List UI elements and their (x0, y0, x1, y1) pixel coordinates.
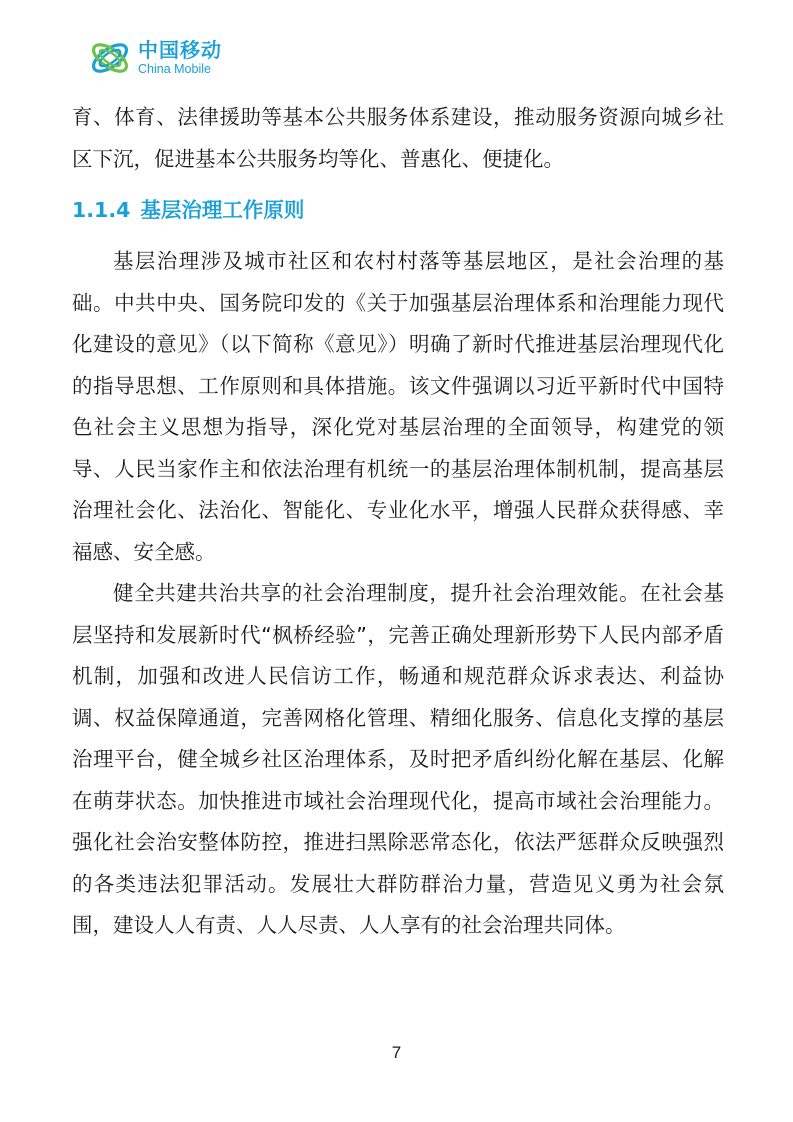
continued-paragraph: 育、体育、法律援助等基本公共服务体系建设，推动服务资源向城乡社区下沉，促进基本公共服务均等化、普惠化、便捷化。 (72, 105, 724, 171)
page-number: 7 (391, 1043, 402, 1062)
body-paragraph-2: 健全共建共治共享的社会治理制度，提升社会治理效能。在社会基层坚持和发展新时代“枫桥经验”，完善正确处理新形势下人民内部矛盾机制，加强和改进人民信访工作，畅通和规范群众诉求表达、利益协调、权益保障通道，完善网格化管理、精细化服务、信息化支撑的基层治理平台，健全城乡社区治理体系，及时把矛盾纠纷化解在基层、化解在萌芽状态。加快推进市域社会治理现代化，提高市域社会治理能力。强化社会治安整体防控，推进扫黑除恶常态化，依法严惩群众反映强烈的各类违法犯罪活动。发展壮大群防群治力量，营造见义勇为社会氛围，建设人人有责、人人尽责、人人享有的社会治理共同体。 (72, 581, 724, 937)
section-title: 基层治理工作原则 (140, 198, 305, 222)
body-paragraph-1: 基层治理涉及城市社区和农村村落等基层地区，是社会治理的基础。中共中央、国务院印发的《关于加强基层治理体系和治理能力现代化建设的意见》（以下简称《意见》）明确了新时代推进基层治理现代化的指导思想、工作原则和具体措施。该文件强调以习近平新时代中国特色社会主义思想为指导，深化党对基层治理的全面领导，构建党的领导、人民当家作主和依法治理有机统一的基层治理体制机制，提高基层治理社会化、法治化、智能化、专业化水平，增强人民群众获得感、幸福感、安全感。 (72, 249, 724, 564)
logo-english-name: China Mobile (138, 62, 211, 77)
section-heading (72, 198, 724, 222)
logo-chinese-name: 中国移动 (138, 38, 222, 63)
china-mobile-logo-icon (88, 36, 132, 80)
header-logo (88, 36, 222, 80)
section-number: 1.1.4 (72, 198, 131, 222)
document-body (72, 97, 724, 947)
